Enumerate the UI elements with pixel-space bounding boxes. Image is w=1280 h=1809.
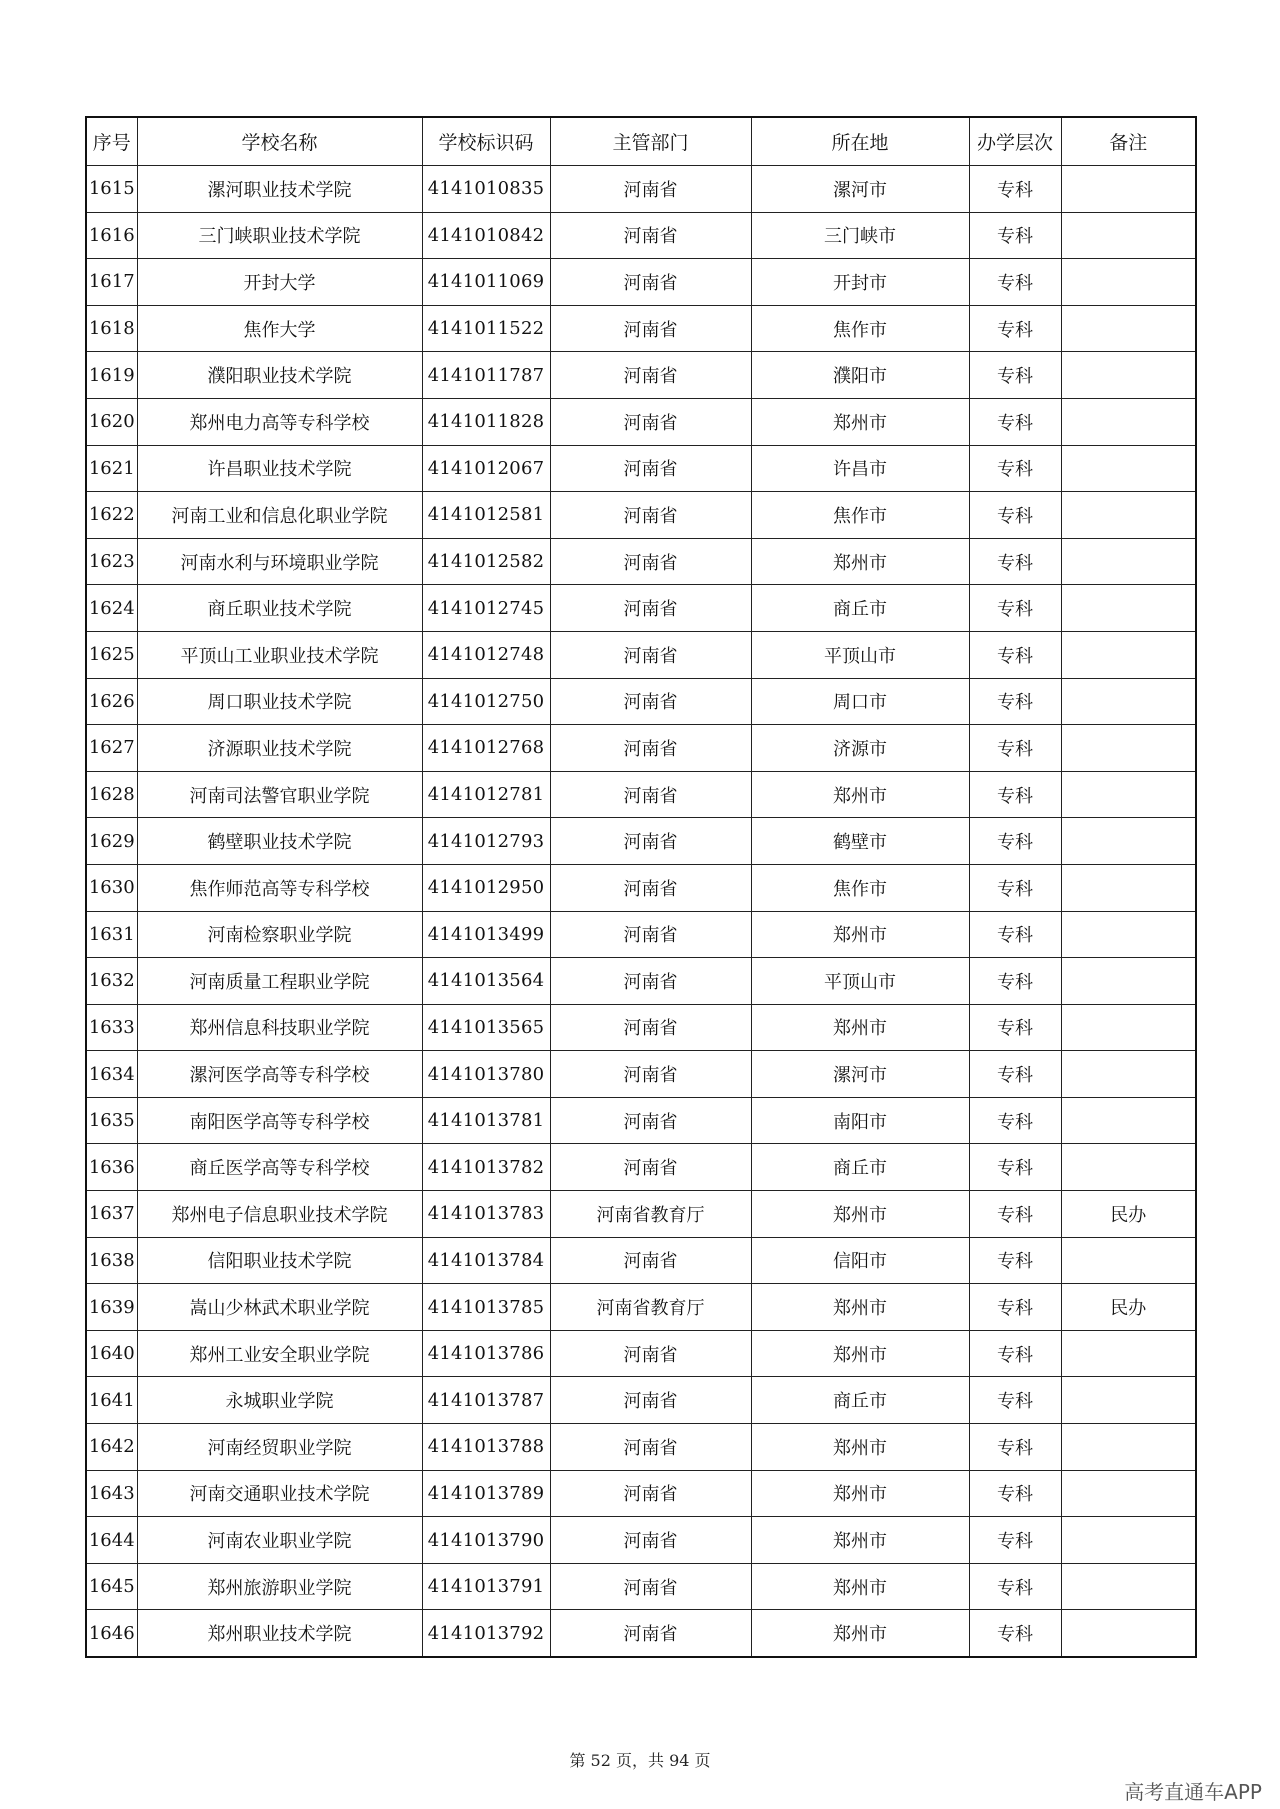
table-row	[86, 1330, 1196, 1377]
cell-department: 河南省	[550, 818, 751, 865]
cell-school-name: 开封大学	[137, 259, 422, 306]
cell-location: 郑州市	[751, 1424, 969, 1471]
cell-school-name: 三门峡职业技术学院	[137, 212, 422, 259]
cell-location: 郑州市	[751, 1004, 969, 1051]
cell-location: 郑州市	[751, 911, 969, 958]
cell-serial-number: 1619	[86, 352, 137, 399]
cell-department: 河南省	[550, 352, 751, 399]
cell-level: 专科	[969, 958, 1061, 1005]
cell-school-code: 4141012582	[422, 538, 550, 585]
cell-department: 河南省	[550, 1610, 751, 1657]
table-row	[86, 1284, 1196, 1331]
cell-serial-number: 1629	[86, 818, 137, 865]
table-row	[86, 1377, 1196, 1424]
cell-department: 河南省	[550, 725, 751, 772]
cell-location: 郑州市	[751, 771, 969, 818]
cell-school-name: 河南司法警官职业学院	[137, 771, 422, 818]
table-row	[86, 1097, 1196, 1144]
cell-location: 漯河市	[751, 1051, 969, 1098]
table-row	[86, 398, 1196, 445]
cell-department: 河南省	[550, 864, 751, 911]
cell-remarks	[1061, 1377, 1196, 1424]
cell-school-code: 4141011522	[422, 305, 550, 352]
cell-serial-number: 1627	[86, 725, 137, 772]
cell-serial-number: 1631	[86, 911, 137, 958]
table-row	[86, 1191, 1196, 1238]
table-row	[86, 259, 1196, 306]
cell-school-code: 4141013791	[422, 1563, 550, 1610]
cell-school-name: 河南经贸职业学院	[137, 1424, 422, 1471]
cell-department: 河南省教育厅	[550, 1284, 751, 1331]
cell-school-code: 4141010835	[422, 166, 550, 213]
cell-location: 鹤壁市	[751, 818, 969, 865]
cell-remarks	[1061, 725, 1196, 772]
cell-level: 专科	[969, 492, 1061, 539]
cell-location: 三门峡市	[751, 212, 969, 259]
cell-school-code: 4141013783	[422, 1191, 550, 1238]
cell-remarks	[1061, 1051, 1196, 1098]
cell-remarks	[1061, 911, 1196, 958]
cell-serial-number: 1616	[86, 212, 137, 259]
cell-level: 专科	[969, 212, 1061, 259]
cell-serial-number: 1634	[86, 1051, 137, 1098]
cell-level: 专科	[969, 678, 1061, 725]
cell-location: 郑州市	[751, 1284, 969, 1331]
cell-department: 河南省	[550, 305, 751, 352]
cell-level: 专科	[969, 445, 1061, 492]
cell-location: 商丘市	[751, 1144, 969, 1191]
cell-level: 专科	[969, 585, 1061, 632]
cell-remarks	[1061, 1610, 1196, 1657]
cell-school-code: 4141013785	[422, 1284, 550, 1331]
cell-department: 河南省	[550, 492, 751, 539]
cell-school-code: 4141013499	[422, 911, 550, 958]
cell-location: 漯河市	[751, 166, 969, 213]
cell-serial-number: 1630	[86, 864, 137, 911]
cell-remarks	[1061, 771, 1196, 818]
cell-school-name: 鹤壁职业技术学院	[137, 818, 422, 865]
cell-level: 专科	[969, 631, 1061, 678]
cell-school-name: 漯河职业技术学院	[137, 166, 422, 213]
cell-remarks: 民办	[1061, 1191, 1196, 1238]
cell-school-code: 4141011787	[422, 352, 550, 399]
cell-school-name: 周口职业技术学院	[137, 678, 422, 725]
cell-level: 专科	[969, 352, 1061, 399]
table-row	[86, 678, 1196, 725]
cell-school-name: 郑州电子信息职业技术学院	[137, 1191, 422, 1238]
cell-department: 河南省	[550, 166, 751, 213]
cell-level: 专科	[969, 1517, 1061, 1564]
school-list-table	[85, 116, 1197, 1658]
cell-school-name: 河南质量工程职业学院	[137, 958, 422, 1005]
cell-serial-number: 1617	[86, 259, 137, 306]
cell-department: 河南省	[550, 538, 751, 585]
cell-remarks	[1061, 166, 1196, 213]
cell-remarks	[1061, 958, 1196, 1005]
cell-level: 专科	[969, 1097, 1061, 1144]
cell-remarks	[1061, 818, 1196, 865]
cell-serial-number: 1621	[86, 445, 137, 492]
cell-remarks	[1061, 1517, 1196, 1564]
table-row	[86, 212, 1196, 259]
cell-location: 郑州市	[751, 1610, 969, 1657]
cell-serial-number: 1637	[86, 1191, 137, 1238]
cell-serial-number: 1618	[86, 305, 137, 352]
cell-location: 焦作市	[751, 492, 969, 539]
header-school-name: 学校名称	[137, 117, 422, 166]
table-row	[86, 1517, 1196, 1564]
cell-level: 专科	[969, 1330, 1061, 1377]
cell-remarks	[1061, 1144, 1196, 1191]
table-row	[86, 818, 1196, 865]
cell-department: 河南省	[550, 1424, 751, 1471]
cell-serial-number: 1641	[86, 1377, 137, 1424]
cell-serial-number: 1640	[86, 1330, 137, 1377]
cell-school-code: 4141013788	[422, 1424, 550, 1471]
table-row	[86, 958, 1196, 1005]
cell-serial-number: 1633	[86, 1004, 137, 1051]
cell-school-name: 商丘医学高等专科学校	[137, 1144, 422, 1191]
cell-department: 河南省	[550, 1470, 751, 1517]
cell-remarks	[1061, 1097, 1196, 1144]
cell-department: 河南省	[550, 259, 751, 306]
cell-school-name: 郑州电力高等专科学校	[137, 398, 422, 445]
cell-school-code: 4141013786	[422, 1330, 550, 1377]
cell-level: 专科	[969, 305, 1061, 352]
cell-serial-number: 1622	[86, 492, 137, 539]
cell-department: 河南省教育厅	[550, 1191, 751, 1238]
cell-school-name: 河南检察职业学院	[137, 911, 422, 958]
cell-level: 专科	[969, 259, 1061, 306]
cell-location: 郑州市	[751, 1330, 969, 1377]
cell-location: 郑州市	[751, 538, 969, 585]
cell-school-name: 河南水利与环境职业学院	[137, 538, 422, 585]
cell-department: 河南省	[550, 585, 751, 632]
cell-remarks: 民办	[1061, 1284, 1196, 1331]
cell-remarks	[1061, 1004, 1196, 1051]
table-row	[86, 445, 1196, 492]
cell-location: 郑州市	[751, 1191, 969, 1238]
cell-department: 河南省	[550, 1517, 751, 1564]
cell-location: 郑州市	[751, 398, 969, 445]
cell-level: 专科	[969, 725, 1061, 772]
cell-school-code: 4141013790	[422, 1517, 550, 1564]
cell-school-code: 4141013789	[422, 1470, 550, 1517]
table-row	[86, 1004, 1196, 1051]
app-watermark: 高考直通车APP	[1124, 1780, 1262, 1804]
cell-level: 专科	[969, 1051, 1061, 1098]
cell-department: 河南省	[550, 1097, 751, 1144]
table-row	[86, 1470, 1196, 1517]
cell-level: 专科	[969, 1563, 1061, 1610]
table-row	[86, 1237, 1196, 1284]
cell-serial-number: 1623	[86, 538, 137, 585]
cell-school-code: 4141012748	[422, 631, 550, 678]
cell-department: 河南省	[550, 212, 751, 259]
cell-remarks	[1061, 352, 1196, 399]
cell-school-code: 4141013784	[422, 1237, 550, 1284]
cell-location: 濮阳市	[751, 352, 969, 399]
table-row	[86, 492, 1196, 539]
table-row	[86, 864, 1196, 911]
cell-department: 河南省	[550, 1563, 751, 1610]
cell-school-code: 4141012745	[422, 585, 550, 632]
cell-level: 专科	[969, 911, 1061, 958]
header-row	[86, 117, 1196, 166]
cell-remarks	[1061, 678, 1196, 725]
cell-school-name: 商丘职业技术学院	[137, 585, 422, 632]
cell-serial-number: 1626	[86, 678, 137, 725]
cell-serial-number: 1644	[86, 1517, 137, 1564]
cell-school-name: 河南工业和信息化职业学院	[137, 492, 422, 539]
cell-serial-number: 1620	[86, 398, 137, 445]
cell-school-code: 4141013564	[422, 958, 550, 1005]
cell-school-code: 4141013787	[422, 1377, 550, 1424]
cell-department: 河南省	[550, 1237, 751, 1284]
cell-school-name: 郑州信息科技职业学院	[137, 1004, 422, 1051]
table-row	[86, 1051, 1196, 1098]
page-number-footer: 第 52 页，共 94 页	[569, 1751, 711, 1770]
cell-remarks	[1061, 492, 1196, 539]
cell-serial-number: 1645	[86, 1563, 137, 1610]
cell-level: 专科	[969, 1610, 1061, 1657]
cell-school-name: 许昌职业技术学院	[137, 445, 422, 492]
table-row	[86, 305, 1196, 352]
cell-serial-number: 1638	[86, 1237, 137, 1284]
cell-school-name: 漯河医学高等专科学校	[137, 1051, 422, 1098]
cell-school-code: 4141010842	[422, 212, 550, 259]
cell-school-code: 4141013792	[422, 1610, 550, 1657]
cell-school-name: 南阳医学高等专科学校	[137, 1097, 422, 1144]
cell-remarks	[1061, 398, 1196, 445]
cell-location: 焦作市	[751, 864, 969, 911]
cell-school-code: 4141012768	[422, 725, 550, 772]
cell-level: 专科	[969, 1004, 1061, 1051]
cell-school-code: 4141013782	[422, 1144, 550, 1191]
cell-school-name: 信阳职业技术学院	[137, 1237, 422, 1284]
header-location: 所在地	[751, 117, 969, 166]
cell-location: 郑州市	[751, 1563, 969, 1610]
cell-level: 专科	[969, 1284, 1061, 1331]
table-row	[86, 352, 1196, 399]
cell-serial-number: 1643	[86, 1470, 137, 1517]
header-school-code: 学校标识码	[422, 117, 550, 166]
cell-serial-number: 1639	[86, 1284, 137, 1331]
cell-school-code: 4141013565	[422, 1004, 550, 1051]
cell-location: 济源市	[751, 725, 969, 772]
table-row	[86, 1610, 1196, 1657]
cell-school-code: 4141013781	[422, 1097, 550, 1144]
cell-school-code: 4141012950	[422, 864, 550, 911]
cell-school-code: 4141012781	[422, 771, 550, 818]
cell-serial-number: 1632	[86, 958, 137, 1005]
cell-serial-number: 1624	[86, 585, 137, 632]
table-row	[86, 771, 1196, 818]
cell-remarks	[1061, 1563, 1196, 1610]
header-level: 办学层次	[969, 117, 1061, 166]
table-header	[86, 117, 1196, 166]
cell-location: 郑州市	[751, 1517, 969, 1564]
cell-department: 河南省	[550, 1144, 751, 1191]
table-body	[86, 166, 1196, 1658]
table-row	[86, 166, 1196, 213]
cell-department: 河南省	[550, 1051, 751, 1098]
cell-department: 河南省	[550, 678, 751, 725]
cell-department: 河南省	[550, 1377, 751, 1424]
cell-school-name: 平顶山工业职业技术学院	[137, 631, 422, 678]
cell-department: 河南省	[550, 1330, 751, 1377]
cell-location: 周口市	[751, 678, 969, 725]
cell-department: 河南省	[550, 958, 751, 1005]
cell-level: 专科	[969, 398, 1061, 445]
cell-department: 河南省	[550, 1004, 751, 1051]
cell-remarks	[1061, 1424, 1196, 1471]
cell-level: 专科	[969, 1470, 1061, 1517]
cell-remarks	[1061, 864, 1196, 911]
table-row	[86, 631, 1196, 678]
cell-school-name: 郑州职业技术学院	[137, 1610, 422, 1657]
cell-school-code: 4141012793	[422, 818, 550, 865]
table-row	[86, 911, 1196, 958]
cell-department: 河南省	[550, 911, 751, 958]
cell-level: 专科	[969, 771, 1061, 818]
cell-location: 南阳市	[751, 1097, 969, 1144]
cell-school-name: 濮阳职业技术学院	[137, 352, 422, 399]
cell-remarks	[1061, 212, 1196, 259]
cell-location: 许昌市	[751, 445, 969, 492]
cell-school-code: 4141012581	[422, 492, 550, 539]
cell-school-code: 4141012750	[422, 678, 550, 725]
table-row	[86, 725, 1196, 772]
cell-school-name: 济源职业技术学院	[137, 725, 422, 772]
cell-remarks	[1061, 585, 1196, 632]
cell-remarks	[1061, 1237, 1196, 1284]
cell-school-name: 郑州旅游职业学院	[137, 1563, 422, 1610]
cell-location: 平顶山市	[751, 958, 969, 1005]
cell-school-name: 河南交通职业技术学院	[137, 1470, 422, 1517]
table-row	[86, 585, 1196, 632]
cell-department: 河南省	[550, 398, 751, 445]
cell-school-name: 焦作大学	[137, 305, 422, 352]
cell-level: 专科	[969, 1191, 1061, 1238]
cell-remarks	[1061, 631, 1196, 678]
cell-school-name: 嵩山少林武术职业学院	[137, 1284, 422, 1331]
cell-level: 专科	[969, 166, 1061, 213]
header-department: 主管部门	[550, 117, 751, 166]
cell-school-code: 4141013780	[422, 1051, 550, 1098]
cell-location: 焦作市	[751, 305, 969, 352]
cell-school-name: 永城职业学院	[137, 1377, 422, 1424]
cell-serial-number: 1646	[86, 1610, 137, 1657]
cell-remarks	[1061, 305, 1196, 352]
cell-remarks	[1061, 538, 1196, 585]
cell-location: 平顶山市	[751, 631, 969, 678]
cell-location: 商丘市	[751, 585, 969, 632]
cell-school-name: 焦作师范高等专科学校	[137, 864, 422, 911]
cell-serial-number: 1642	[86, 1424, 137, 1471]
cell-serial-number: 1635	[86, 1097, 137, 1144]
cell-level: 专科	[969, 1144, 1061, 1191]
table-row	[86, 1144, 1196, 1191]
cell-department: 河南省	[550, 445, 751, 492]
cell-school-code: 4141012067	[422, 445, 550, 492]
table-row	[86, 1424, 1196, 1471]
cell-serial-number: 1628	[86, 771, 137, 818]
cell-level: 专科	[969, 1424, 1061, 1471]
cell-level: 专科	[969, 864, 1061, 911]
cell-school-name: 郑州工业安全职业学院	[137, 1330, 422, 1377]
cell-level: 专科	[969, 818, 1061, 865]
cell-location: 商丘市	[751, 1377, 969, 1424]
cell-location: 郑州市	[751, 1470, 969, 1517]
cell-school-name: 河南农业职业学院	[137, 1517, 422, 1564]
cell-level: 专科	[969, 1377, 1061, 1424]
cell-school-code: 4141011828	[422, 398, 550, 445]
table-row	[86, 538, 1196, 585]
header-remarks: 备注	[1061, 117, 1196, 166]
cell-level: 专科	[969, 1237, 1061, 1284]
cell-department: 河南省	[550, 631, 751, 678]
cell-remarks	[1061, 1330, 1196, 1377]
table-row	[86, 1563, 1196, 1610]
cell-level: 专科	[969, 538, 1061, 585]
header-serial-number: 序号	[86, 117, 137, 166]
cell-remarks	[1061, 259, 1196, 306]
cell-remarks	[1061, 1470, 1196, 1517]
cell-serial-number: 1636	[86, 1144, 137, 1191]
cell-serial-number: 1625	[86, 631, 137, 678]
cell-location: 信阳市	[751, 1237, 969, 1284]
cell-serial-number: 1615	[86, 166, 137, 213]
cell-department: 河南省	[550, 771, 751, 818]
cell-location: 开封市	[751, 259, 969, 306]
cell-school-code: 4141011069	[422, 259, 550, 306]
cell-remarks	[1061, 445, 1196, 492]
